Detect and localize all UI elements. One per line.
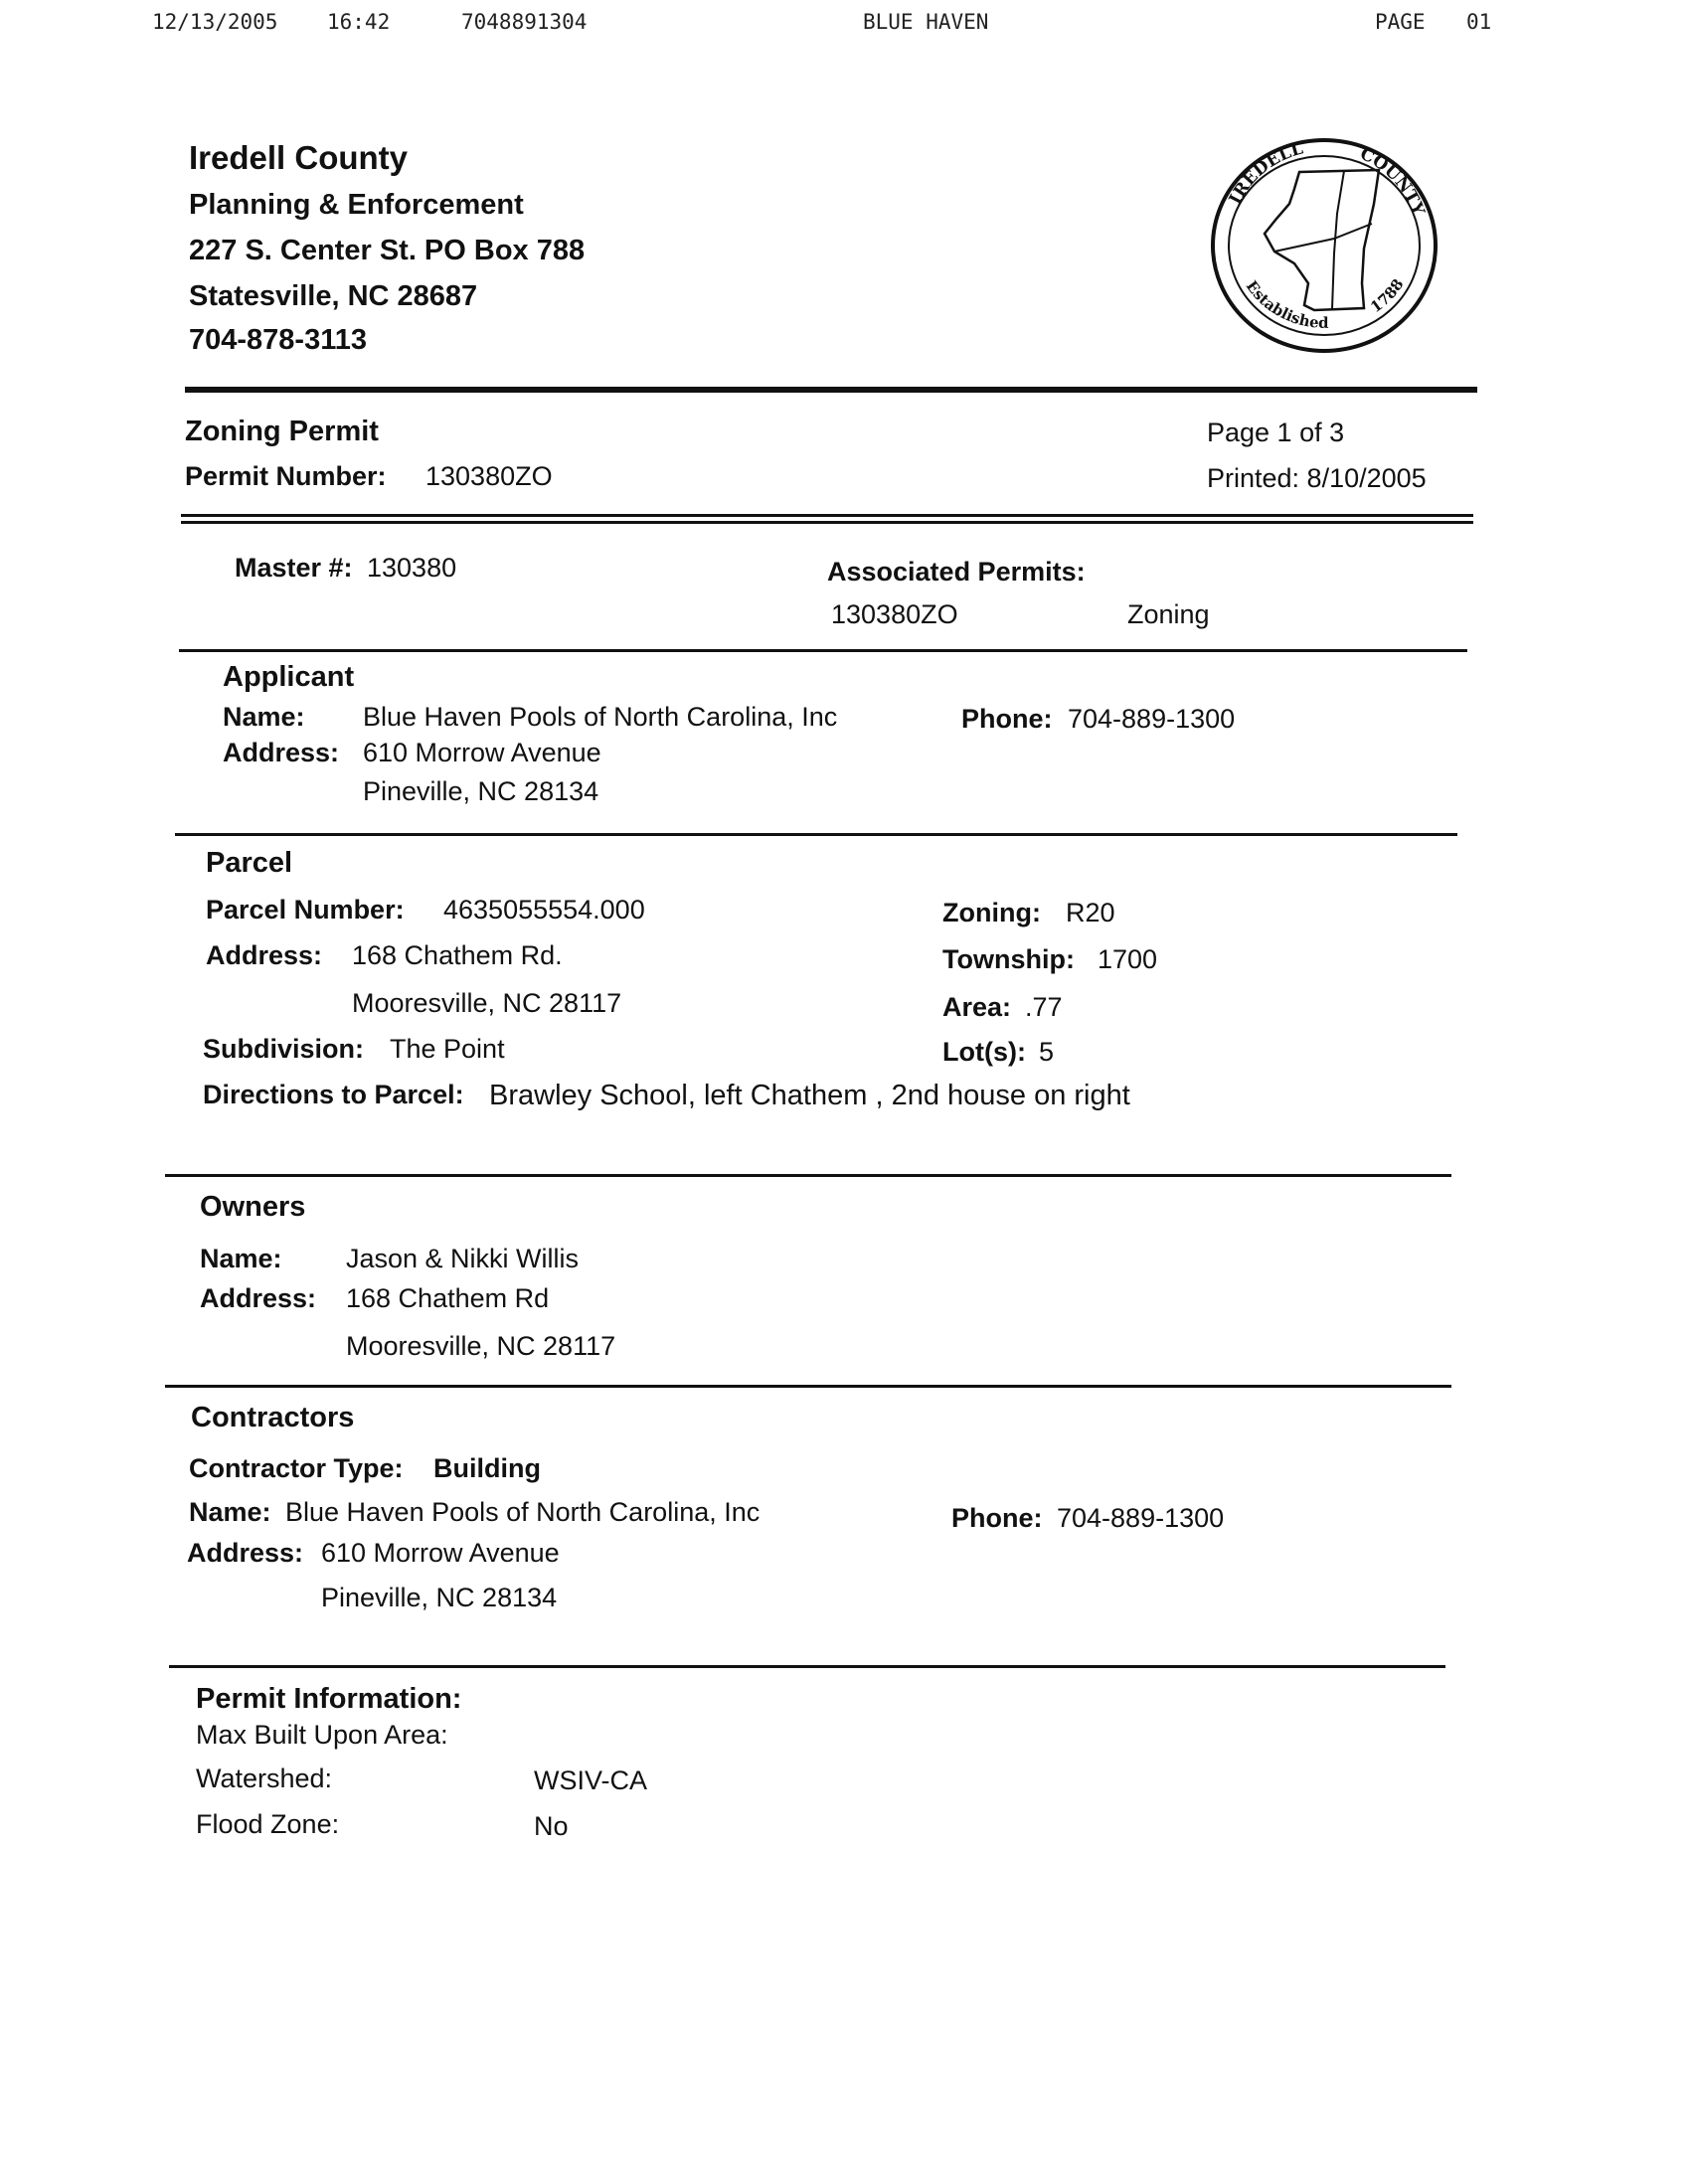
parcel-subdivision: The Point <box>390 1034 505 1064</box>
watershed-value: WSIV-CA <box>534 1765 648 1795</box>
master-label: Master #: <box>235 553 353 583</box>
contractor-phone-label: Phone: <box>951 1503 1043 1533</box>
applicant-address-line1: 610 Morrow Avenue <box>363 738 601 767</box>
divider-rule <box>169 1665 1445 1668</box>
parcel-heading: Parcel <box>206 847 293 879</box>
owners-name: Jason & Nikki Willis <box>346 1244 580 1273</box>
contractor-phone: 704-889-1300 <box>1057 1503 1225 1533</box>
agency-city: Statesville, NC 28687 <box>189 280 478 312</box>
parcel-number: 4635055554.000 <box>443 895 645 924</box>
permit-info-heading: Permit Information: <box>196 1683 462 1715</box>
contractor-name-label: Name: <box>189 1497 271 1527</box>
contractor-type: Building <box>433 1453 541 1483</box>
applicant-address-line2: Pineville, NC 28134 <box>363 776 599 806</box>
permit-title: Zoning Permit <box>185 416 379 447</box>
parcel-lots: 5 <box>1039 1037 1055 1067</box>
associated-permit-number: 130380ZO <box>831 599 958 629</box>
seal-text-top-right: COUNTY <box>1356 143 1429 219</box>
contractor-name: Blue Haven Pools of North Carolina, Inc <box>285 1497 761 1527</box>
agency-department: Planning & Enforcement <box>189 189 524 221</box>
parcel-township-label: Township: <box>942 944 1075 974</box>
divider-rule <box>165 1174 1451 1177</box>
contractor-address-line2: Pineville, NC 28134 <box>321 1583 558 1612</box>
page-info: Page 1 of 3 <box>1207 418 1345 447</box>
max-built-label: Max Built Upon Area: <box>196 1720 448 1750</box>
fax-time: 16:42 <box>327 10 391 34</box>
contractors-heading: Contractors <box>191 1402 355 1433</box>
permit-number: 130380ZO <box>425 461 553 491</box>
parcel-directions-label: Directions to Parcel: <box>203 1080 464 1109</box>
owners-address-label: Address: <box>200 1283 317 1313</box>
contractor-type-label: Contractor Type: <box>189 1453 404 1483</box>
divider-rule <box>181 521 1473 524</box>
agency-name: Iredell County <box>189 139 409 176</box>
agency-street: 227 S. Center St. PO Box 788 <box>189 235 586 266</box>
parcel-zoning: R20 <box>1066 898 1115 927</box>
divider-rule <box>165 1385 1451 1388</box>
owners-address-line2: Mooresville, NC 28117 <box>346 1331 616 1361</box>
divider-rule <box>185 387 1477 393</box>
applicant-name-label: Name: <box>223 702 305 732</box>
seal-text-year: 1788 <box>1367 275 1408 317</box>
associated-permits-label: Associated Permits: <box>827 557 1086 587</box>
flood-zone-label: Flood Zone: <box>196 1809 340 1839</box>
parcel-subdivision-label: Subdivision: <box>203 1034 364 1064</box>
divider-rule <box>179 649 1467 652</box>
parcel-number-label: Parcel Number: <box>206 895 405 924</box>
owners-heading: Owners <box>200 1191 306 1223</box>
fax-sender: BLUE HAVEN <box>863 10 989 34</box>
parcel-address-line2: Mooresville, NC 28117 <box>352 988 622 1018</box>
applicant-phone-label: Phone: <box>961 704 1053 734</box>
watershed-label: Watershed: <box>196 1764 333 1793</box>
associated-permit-type: Zoning <box>1127 599 1210 629</box>
applicant-heading: Applicant <box>223 661 355 693</box>
parcel-township: 1700 <box>1098 944 1158 974</box>
master-value: 130380 <box>367 553 457 583</box>
fax-page-label: PAGE <box>1375 10 1426 34</box>
owners-address-line1: 168 Chathem Rd <box>346 1283 550 1313</box>
divider-rule <box>175 833 1457 836</box>
applicant-phone: 704-889-1300 <box>1068 704 1236 734</box>
fax-date: 12/13/2005 <box>152 10 278 34</box>
applicant-name: Blue Haven Pools of North Carolina, Inc <box>363 702 838 732</box>
parcel-address-label: Address: <box>206 940 323 970</box>
parcel-area-label: Area: <box>942 992 1012 1022</box>
seal-text-top: IREDELL <box>1225 138 1305 208</box>
parcel-lots-label: Lot(s): <box>942 1037 1026 1067</box>
applicant-address-label: Address: <box>223 738 340 767</box>
county-seal-icon <box>1205 134 1443 358</box>
owners-name-label: Name: <box>200 1244 282 1273</box>
parcel-directions: Brawley School, left Chathem , 2nd house on right <box>489 1080 1130 1111</box>
printed-date: Printed: 8/10/2005 <box>1207 463 1427 493</box>
permit-number-label: Permit Number: <box>185 461 387 491</box>
parcel-area: .77 <box>1025 992 1063 1022</box>
fax-number: 7048891304 <box>461 10 588 34</box>
fax-page-number: 01 <box>1466 10 1492 34</box>
divider-rule <box>181 514 1473 517</box>
flood-zone-value: No <box>534 1811 569 1841</box>
parcel-zoning-label: Zoning: <box>942 898 1041 927</box>
contractor-address-label: Address: <box>187 1538 304 1568</box>
seal-text-bottom: Established <box>1242 277 1329 332</box>
contractor-address-line1: 610 Morrow Avenue <box>321 1538 560 1568</box>
parcel-address-line1: 168 Chathem Rd. <box>352 940 563 970</box>
agency-phone: 704-878-3113 <box>189 324 367 356</box>
